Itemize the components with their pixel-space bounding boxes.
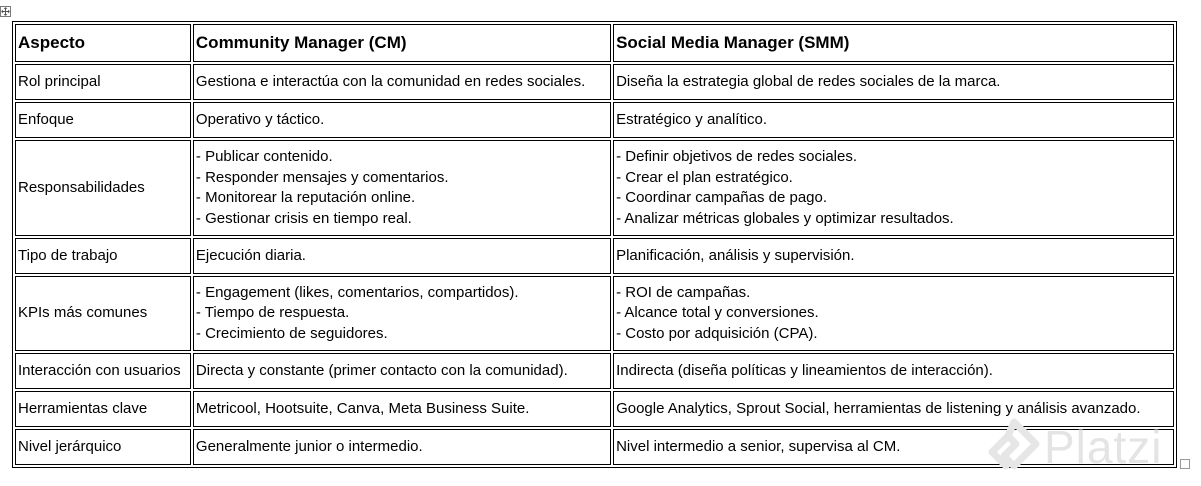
cm-list-item: - Publicar contenido. xyxy=(195,148,333,165)
smm-list-item: - ROI de campañas. xyxy=(616,283,751,301)
cm-text: Directa y constante (primer contacto con la comunidad). xyxy=(195,361,568,379)
smm-cell[interactable] xyxy=(613,64,1174,100)
aspect-cell[interactable] xyxy=(15,429,191,465)
cm-list-item: - Tiempo de respuesta. xyxy=(195,304,350,322)
cm-list-item: - Crecimiento de seguidores. xyxy=(195,324,388,342)
aspect-label: Tipo de trabajo xyxy=(18,246,118,264)
aspect-cell[interactable] xyxy=(15,238,191,274)
aspect-label: KPIs más comunes xyxy=(18,304,148,322)
header-cm: Community Manager (CM) xyxy=(195,32,407,52)
cm-cell[interactable] xyxy=(193,391,611,427)
smm-text: Estratégico y analítico. xyxy=(616,110,767,128)
smm-cell[interactable] xyxy=(613,353,1174,389)
aspect-cell[interactable] xyxy=(15,276,191,351)
cm-text: Gestiona e interactúa con la comunidad en redes sociales. xyxy=(195,72,586,90)
move-icon xyxy=(1,7,10,16)
watermark-text: Platzi xyxy=(1044,421,1163,473)
smm-text: Nivel intermedio a senior, supervisa al CM. xyxy=(616,437,901,455)
aspect-cell[interactable] xyxy=(15,391,191,427)
smm-list-item: - Analizar métricas globales y optimizar resultados. xyxy=(616,209,954,227)
smm-list-item: - Alcance total y conversiones. xyxy=(616,304,819,322)
comparison-table xyxy=(12,21,1177,468)
table-row xyxy=(15,276,1174,351)
table-row xyxy=(15,102,1174,138)
smm-cell[interactable] xyxy=(613,429,1174,465)
cm-cell[interactable] xyxy=(193,276,611,351)
header-cm-cell[interactable] xyxy=(193,24,611,62)
table-row xyxy=(15,140,1174,236)
aspect-label: Nivel jerárquico xyxy=(18,437,122,455)
table-row xyxy=(15,64,1174,100)
smm-text: Google Analytics, Sprout Social, herramientas de listening y análisis avanzado. xyxy=(616,399,1141,417)
smm-text: Indirecta (diseña políticas y lineamientos de interacción). xyxy=(616,361,993,379)
cm-text: Metricool, Hootsuite, Canva, Meta Business Suite. xyxy=(195,399,530,417)
smm-list-item: - Costo por adquisición (CPA). xyxy=(616,324,818,342)
smm-text: Planificación, análisis y supervisión. xyxy=(616,246,855,264)
header-smm: Social Media Manager (SMM) xyxy=(616,32,850,52)
cm-cell[interactable] xyxy=(193,140,611,236)
cm-list-item: - Gestionar crisis en tiempo real. xyxy=(195,209,412,227)
cm-list-item: - Monitorear la reputación online. xyxy=(195,189,416,206)
table-resize-handle[interactable] xyxy=(1180,459,1190,469)
cm-cell[interactable] xyxy=(193,353,611,389)
smm-cell[interactable] xyxy=(613,140,1174,236)
aspect-label: Interacción con usuarios xyxy=(18,361,181,379)
aspect-cell[interactable] xyxy=(15,353,191,389)
table-row xyxy=(15,238,1174,274)
table-header-row xyxy=(15,24,1174,62)
cm-text: Ejecución diaria. xyxy=(195,246,306,264)
smm-list-item: - Coordinar campañas de pago. xyxy=(616,189,828,206)
smm-list-item: - Definir objetivos de redes sociales. xyxy=(616,148,858,165)
aspect-label: Enfoque xyxy=(18,110,74,128)
cm-cell[interactable] xyxy=(193,64,611,100)
cm-text: Generalmente junior o intermedio. xyxy=(195,437,423,455)
table-row xyxy=(15,391,1174,427)
aspect-cell[interactable] xyxy=(15,64,191,100)
header-aspect-cell[interactable] xyxy=(15,24,191,62)
aspect-label: Herramientas clave xyxy=(18,399,148,417)
cm-cell[interactable] xyxy=(193,238,611,274)
header-aspect: Aspecto xyxy=(18,32,86,52)
smm-cell[interactable] xyxy=(613,391,1174,427)
smm-list-item: - Crear el plan estratégico. xyxy=(616,168,793,186)
table-row xyxy=(15,429,1174,465)
cm-text: Operativo y táctico. xyxy=(195,110,325,128)
header-smm-cell[interactable] xyxy=(613,24,1174,62)
cm-cell[interactable] xyxy=(193,429,611,465)
aspect-label: Rol principal xyxy=(18,72,101,90)
smm-cell[interactable] xyxy=(613,102,1174,138)
table-row xyxy=(15,353,1174,389)
cm-cell[interactable] xyxy=(193,102,611,138)
smm-cell[interactable] xyxy=(613,276,1174,351)
table-move-handle[interactable] xyxy=(0,6,11,17)
smm-cell[interactable] xyxy=(613,238,1174,274)
aspect-label: Responsabilidades xyxy=(18,178,145,196)
aspect-cell[interactable] xyxy=(15,102,191,138)
aspect-cell[interactable] xyxy=(15,140,191,236)
cm-list-item: - Responder mensajes y comentarios. xyxy=(195,168,449,186)
smm-text: Diseña la estrategia global de redes sociales de la marca. xyxy=(616,72,1001,90)
cm-list-item: - Engagement (likes, comentarios, compartidos). xyxy=(195,283,519,301)
